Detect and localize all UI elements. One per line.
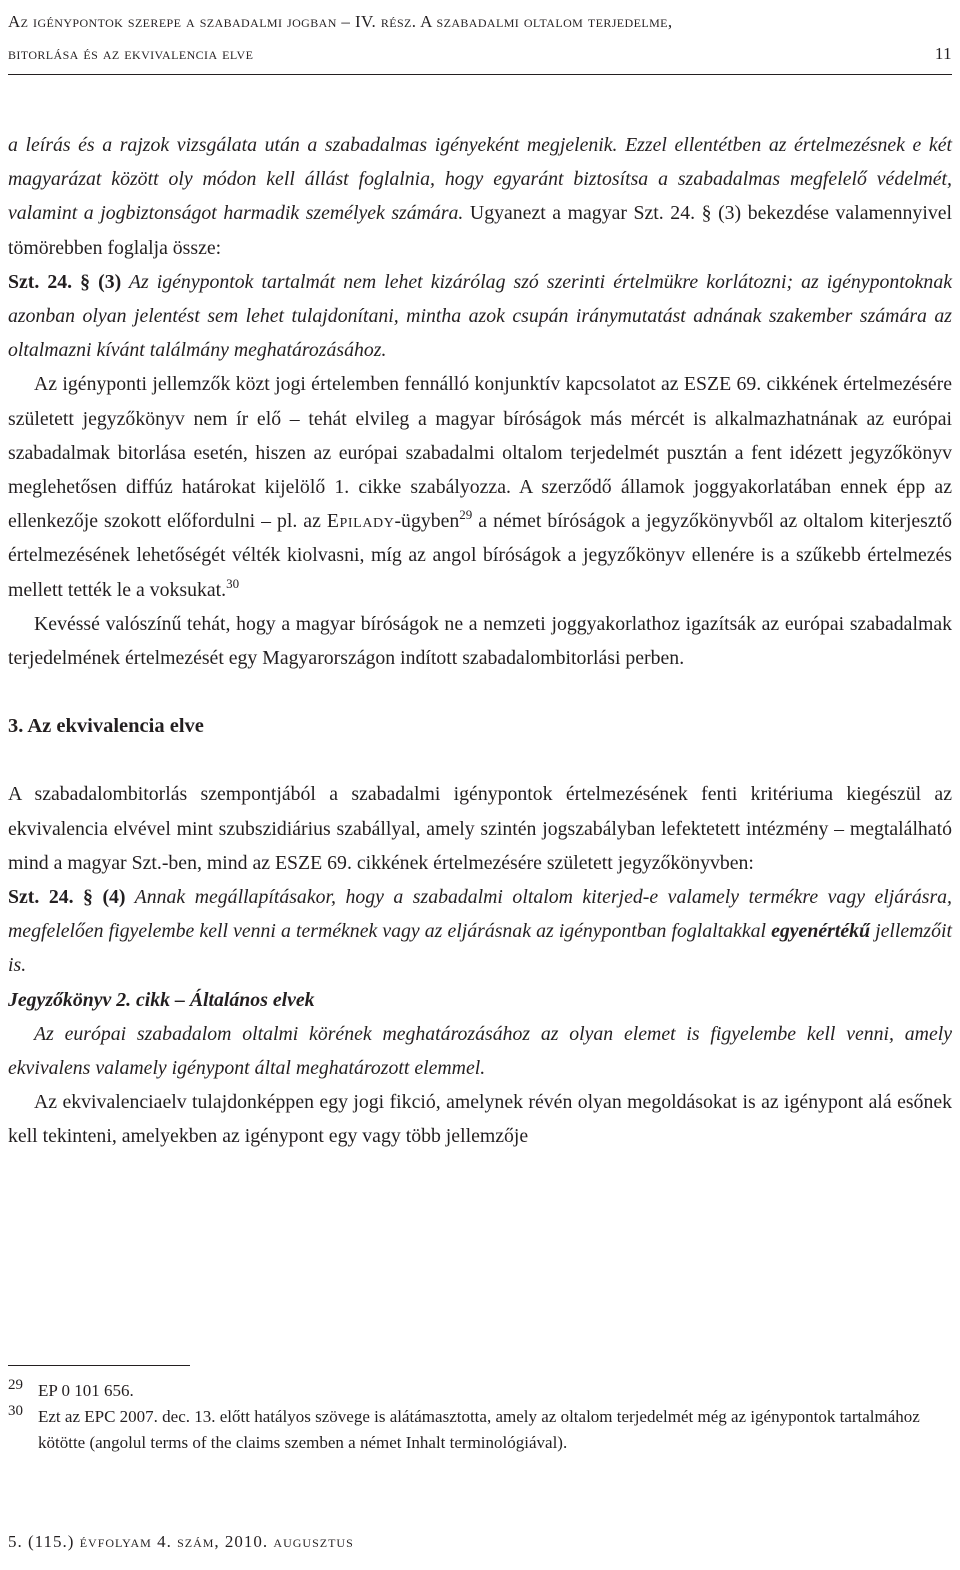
footnote-ref-30[interactable]: 30 — [226, 575, 240, 591]
running-header-line-1: Az igénypontok szerepe a szabadalmi jogban – IV. rész. A szabadalmi oltalom terjedelme, — [8, 12, 673, 31]
footnote-text: EP 0 101 656. — [38, 1381, 134, 1400]
paragraph-2-text-a: Az igényponti jellemzők közt jogi értelemben fennálló konjunktív kapcsolatot az ESZE 69. cikkének értelmezésére született jegyzőkönyv nem ír elő – tehát elvileg a magyar bíróságok más mércét is alkalmazhatnának az európai szabadalmak bitorlása esetén, hiszen az európai szabadalmi oltalom terjedelmét pusztán a fent idézett jegyzőkönyv meglehetősen diffúz határokat kijelölő 1. cikke szabályozza. A szerződő államok joggyakorlatában ennek épp az ellenkezője szokott előfordulni – pl. az — [8, 373, 952, 533]
section-heading — [8, 709, 952, 743]
quote-text-2a: Annak megállapításakor, hogy a szabadalmi oltalom kiterjed-e valamely termékre vagy eljárásra, megfelelően figyelembe kell venni a terméknek vagy az eljárásnak az igénypontban foglaltakkal — [8, 886, 952, 943]
quote-text: Az igénypontok tartalmát nem lehet kizárólag szó szerinti értelmükre korlátozni; az igénypontoknak azonban olyan jelentést sem lehet tulajdonítani, mintha azok csupán iránymutatást adnának szakember számára az oltalmazni kívánt találmány meghatározásához. — [8, 270, 952, 362]
footnote-29 — [8, 1378, 952, 1404]
footnote-text: Ezt az EPC 2007. dec. 13. előtt hatályos szövege is alátámasztotta, amely az oltalom terjedelmét még az igénypontok tartalmához kötötte (angolul terms of the claims szemben a német Inhalt terminológiával). — [38, 1407, 920, 1452]
quote-title-3 — [8, 983, 952, 1017]
quote-szt-24-4 — [8, 880, 952, 983]
quote-szt-24-3 — [8, 265, 952, 368]
paragraph-1 — [8, 128, 952, 265]
section-number: 3. — [8, 715, 24, 738]
case-name: Epilady — [326, 510, 395, 533]
paragraph-1-italic: a leírás és a rajzok vizsgálata után a szabadalmas igényeként megjelenik. Ezzel ellentétben az értelmezésnek e két magyarázat között oly módon kell állást foglalnia, hogy egyaránt biztosítsa a szabadalmas megfelelő védelmét, valamint a jogbiztonságot harmadik személyek számára. — [8, 134, 952, 225]
running-header — [8, 6, 952, 70]
footnotes — [8, 1378, 952, 1456]
paragraph-1-text: Ugyanezt a magyar Szt. 24. § (3) bekezdése valamennyivel tömörebben foglalja össze: — [8, 202, 952, 259]
footnote-rule — [8, 1365, 190, 1366]
footnote-number: 29 — [8, 1377, 23, 1393]
main-text — [8, 128, 952, 1154]
quote-text-3: Az európai szabadalom oltalmi körének meghatározásához az olyan elemet is figyelembe kell venni, amely ekvivalens valamely igénypont által meghatározott elemmel. — [8, 1022, 952, 1080]
quote-title-3-text: Jegyzőkönyv 2. cikk – Általános elvek — [8, 988, 315, 1011]
quote-text-2-bold: egyenértékű — [771, 920, 870, 943]
footnote-30 — [8, 1404, 952, 1456]
footnote-number: 30 — [8, 1403, 23, 1419]
quote-text-2b: jellemzőit is. — [8, 920, 953, 977]
paragraph-3: Kevéssé valószínű tehát, hogy a magyar bíróságok ne a nemzeti joggyakorlathoz igazítsák az európai szabadalmak terjedelmének értelmezését egy Magyarországon indított szabadalombitorlási perben. — [8, 612, 952, 670]
header-rule — [8, 74, 952, 75]
page-number: 11 — [934, 44, 952, 63]
paragraph-4: A szabadalombitorlás szempontjából a szabadalmi igénypontok értelmezésének fenti kritériuma kiegészül az ekvivalencia elvével mint szubszidiárius szabállyal, amely szintén jogszabályban lefektetett intézmény – megtalálható mind a magyar Szt.-ben, mind az ESZE 69. cikkének értelmezésére született jegyzőkönyvben: — [8, 783, 952, 874]
paragraph-5: Az ekvivalenciaelv tulajdonképpen egy jogi fikció, amelynek révén olyan megoldásokat is az igénypont alá esőnek kell tekinteni, amelyekben az igénypont egy vagy több jellemzője — [8, 1091, 952, 1148]
paragraph-2-text-c: a német bíróságok a jegyzőkönyvből az oltalom kiterjesztő értelmezésének lehetőségét vélték kiolvasni, míg az angol bíróságok a jegyzőkönyv ellenére is a szűkebb értelmezés mellett tették le a voksukat. — [8, 510, 952, 601]
section-title: Az ekvivalencia elve — [27, 715, 204, 738]
footnote-ref-29[interactable]: 29 — [459, 507, 473, 523]
paragraph-2-text-b: -ügyben — [394, 510, 460, 533]
quote-ref: Szt. 24. § (3) — [8, 270, 122, 293]
quote-3 — [8, 1017, 952, 1085]
paragraph-2 — [8, 367, 952, 606]
quote-ref-2: Szt. 24. § (4) — [8, 886, 126, 909]
page-footer: 5. (115.) évfolyam 4. szám, 2010. augusztus — [8, 1532, 354, 1551]
running-header-line-2: bitorlása és az ekvivalencia elve — [8, 44, 254, 63]
